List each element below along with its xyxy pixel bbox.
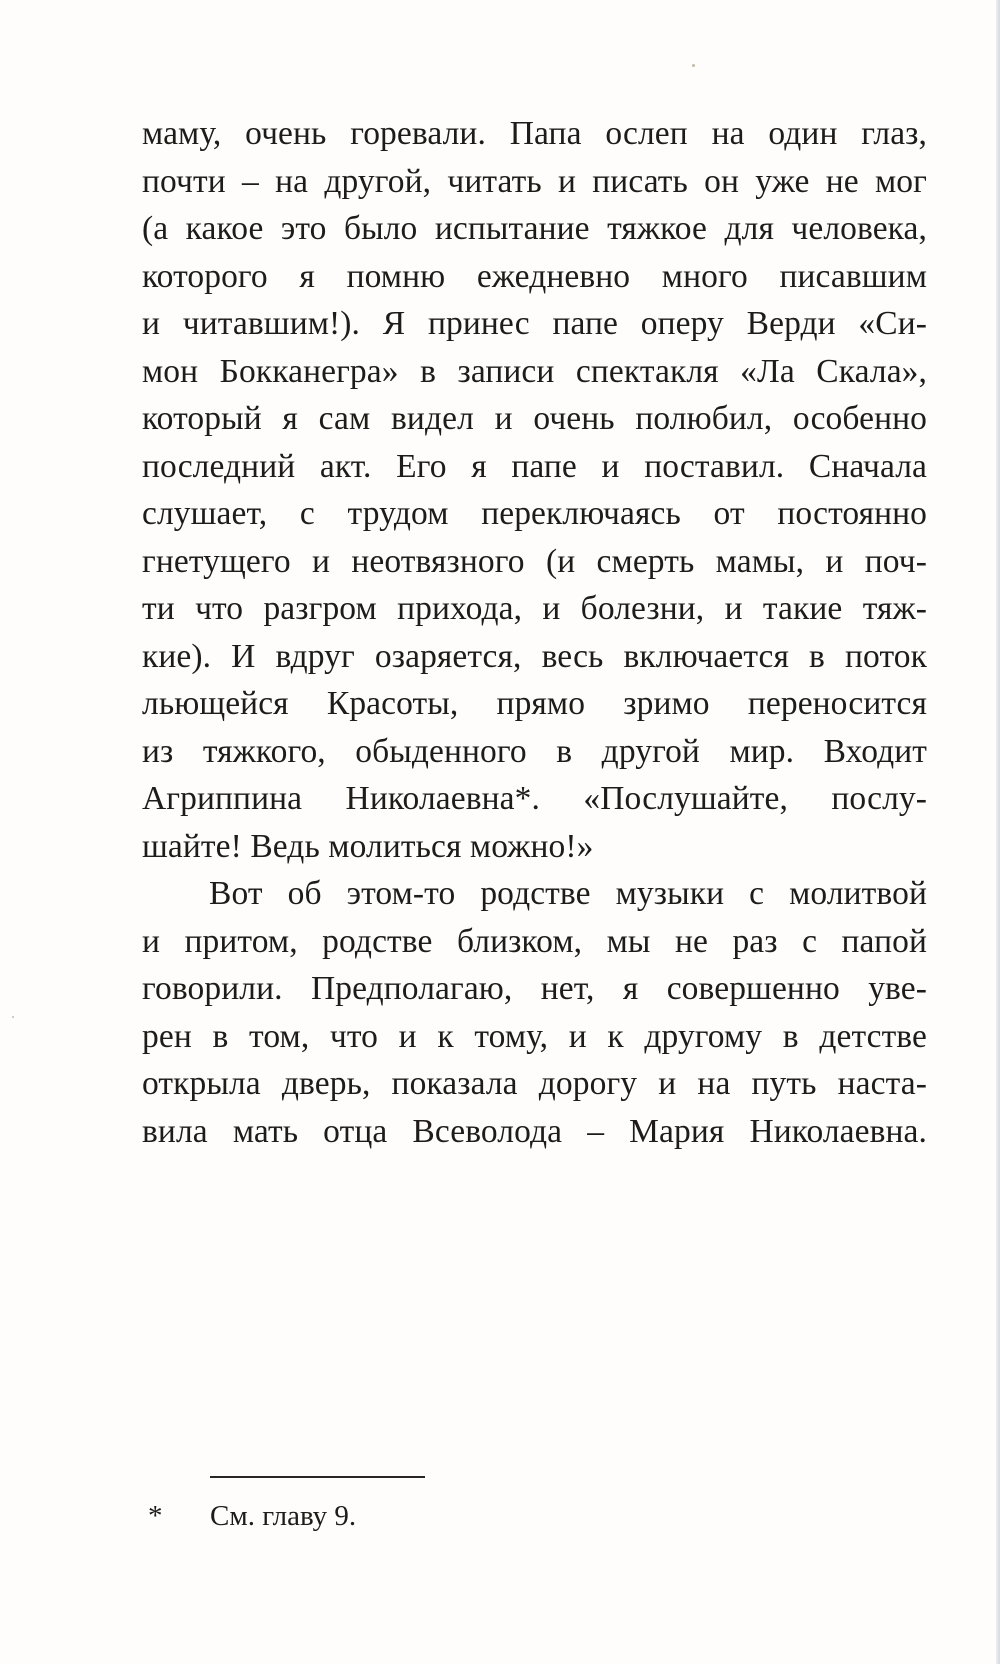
text-line: вила мать отца Всеволода – Мария Николаевна. [142, 1112, 927, 1150]
text-line: которого я помню ежедневно много писавшим [142, 257, 927, 295]
footnote-mark: * [148, 1500, 163, 1532]
text-line: говорили. Предполагаю, нет, я совершенно уве- [142, 970, 927, 1007]
text-line: ти что разгром прихода, и болезни, и такие тяж- [142, 590, 927, 627]
paper-speck [12, 1016, 14, 1018]
text-line: мон Бокканегра» в записи спектакля «Ла Скала», [142, 352, 927, 390]
paragraph-start-line: Вот об этом-то родстве музыки с молитвой [209, 875, 927, 912]
text-line: гнетущего и неотвязного (и смерть мамы, и поч- [142, 542, 927, 580]
paper-speck [692, 64, 695, 67]
footnote-text: См. главу 9. [210, 1500, 357, 1532]
text-line: почти – на другой, читать и писать он уже не мог [142, 162, 927, 200]
footnote-divider [210, 1476, 425, 1478]
text-line: льющейся Красоты, прямо зримо переносится [142, 685, 927, 722]
text-line: кие). И вдруг озаряется, весь включается в поток [142, 637, 927, 675]
text-line: рен в том, что и к тому, и к другому в детстве [142, 1017, 927, 1055]
text-line: который я сам видел и очень полюбил, особенно [142, 400, 927, 437]
body-text [142, 110, 927, 1155]
text-line: и читавшим!). Я принес папе оперу Верди «Си- [142, 305, 927, 342]
text-line: последний акт. Его я папе и поставил. Сначала [142, 447, 927, 485]
text-line: открыла дверь, показала дорогу и на путь наста- [142, 1065, 927, 1102]
text-line: маму, очень горевали. Папа ослеп на один глаз, [142, 115, 927, 152]
text-line: из тяжкого, обыденного в другой мир. Входит [142, 732, 927, 770]
text-line: шайте! Ведь молиться можно!» [142, 827, 594, 865]
text-line: и притом, родстве близком, мы не раз с папой [142, 922, 927, 960]
text-line: Агриппина Николаевна*. «Послушайте, послу- [142, 780, 927, 817]
text-line: (а какое это было испытание тяжкое для человека, [142, 210, 927, 247]
page-edge [996, 0, 1000, 1664]
text-line: слушает, с трудом переключаясь от постоянно [142, 495, 927, 532]
footnote [148, 1496, 356, 1536]
